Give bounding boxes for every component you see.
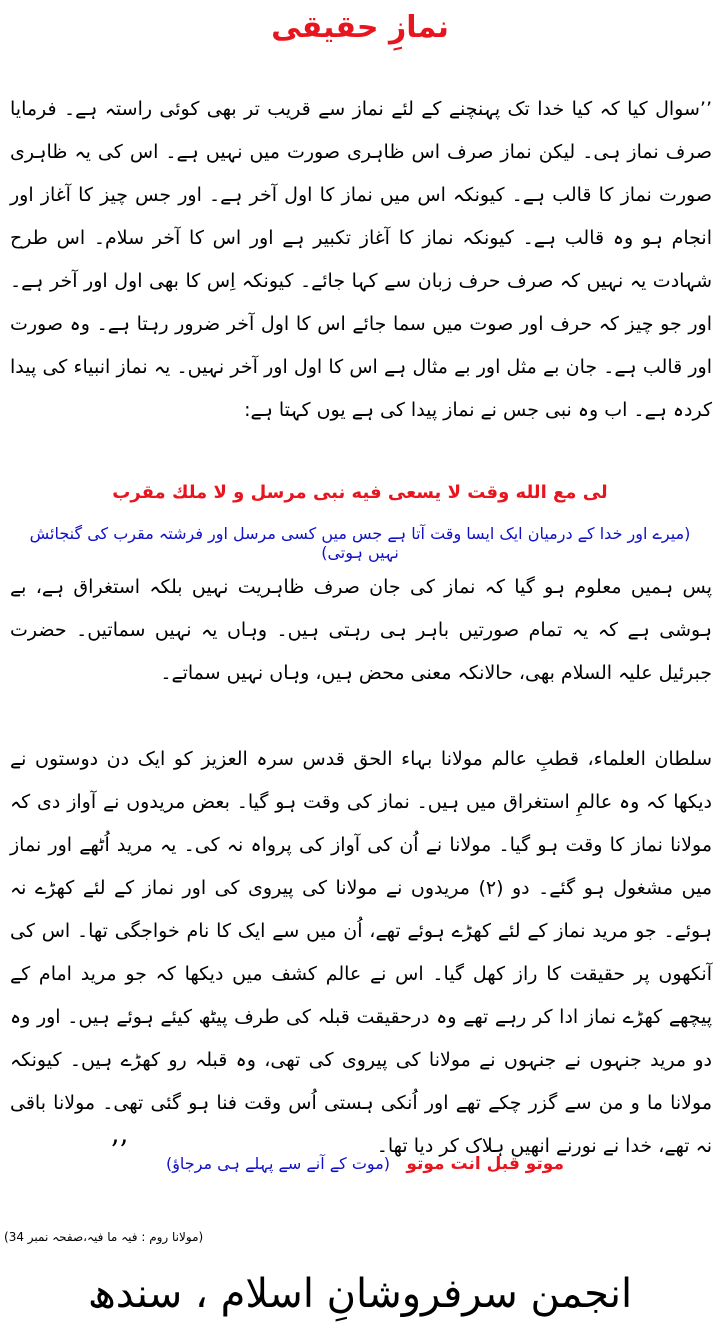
intro-paragraph xyxy=(10,88,712,432)
source-citation: (مولانا روم : فیہ ما فیہ،صفحہ نمبر 34) xyxy=(4,1230,204,1244)
page-title: نمازِ حقیقی xyxy=(271,10,449,45)
arabic-hadith-quote: لی مع الله وقت لا یسعی فیه نبی مرسل و لا ملك مقرب xyxy=(112,482,608,503)
closing-quote xyxy=(60,1134,660,1188)
closing-arabic: موتو قبل انت موتو xyxy=(406,1154,564,1174)
paragraph-2: پس ہمیں معلوم ہو گیا کہ نماز کی جان صرف ظاہریت نہیں بلکہ استغراق ہے، بے ہوشی ہے کہ یہ تمام صورتیں باہر ہی رہتی ہیں۔ وہاں یہ نہیں سماتیں۔ حضرت جبرئیل علیہ السلام بھی، حالانکہ معنی محض ہیں، وہاں نہیں سماتے۔ xyxy=(10,576,712,684)
organization-footer: انجمن سرفروشانِ اسلام ، سندھ xyxy=(87,1271,633,1317)
closing-quotation-mark: ’’ xyxy=(110,1134,128,1167)
quote-translation: (میرے اور خدا کے درمیان ایک ایسا وقت آتا ہے جس میں کسی مرسل اور فرشتہ مقرب کی گنجائش نہیں ہوتی) xyxy=(29,524,691,562)
paragraph-3: سلطان العلماء، قطبِ عالم مولانا بہاء الحق قدس سرہ العزیز کو ایک دن دوستوں نے دیکھا کہ وہ عالمِ استغراق میں ہیں۔ نماز کی وقت ہو گیا۔ بعض مریدوں نے آواز دی کہ مولانا نماز کا وقت ہو گیا۔ مولانا نے اُن کی آواز کی پرواہ نہ کی۔ یہ مرید اُٹھے اور نماز میں مشغول ہو گئے۔ دو (۲) مریدوں نے مولانا کی پیروی کی اور نماز کے لئے کھڑے نہ ہوئے۔ جو مرید نماز کے لئے کھڑے ہوئے تھے، اُن میں سے ایک کا نام خواجگی تھا۔ اس کی آنکھوں پر حقیقت کا راز کھل گیا۔ اس نے عالم کشف میں دیکھا کہ جو مرید امام کے پیچھے کھڑے نماز ادا کر رہے تھے وہ درحقیقت قبلہ کی طرف پیٹھ کیئے ہوئے ہیں۔ اور وہ دو مرید جنہوں نے جنہوں نے مولانا کی پیروی کی تھی، وہ قبلہ رو کھڑے ہیں۔ کیونکہ مولانا ما و من سے گزر چکے تھے اور اُنکی ہستی اُس وقت فنا ہو گئی تھی۔ مولانا باقی نہ تھے، خدا نے نورنے انھیں ہلاک کر دیا تھا۔ xyxy=(10,748,712,1157)
closing-urdu-translation: (موت کے آنے سے پہلے ہی مرجاؤ) xyxy=(165,1154,390,1173)
paragraph-1: ’’سوال کیا کہ کیا خدا تک پہنچنے کے لئے نماز سے قریب تر بھی کوئی راستہ ہے۔ فرمایا صرف نماز ہی۔ لیکن نماز صرف اس ظاہری صورت میں نہیں ہے۔ اس کی یہ ظاہری صورت نماز کا قالب ہے۔ کیونکہ اس میں نماز کا اول آخر ہے۔ اور جس چیز کا آغاز اور انجام ہو وہ قالب ہے۔ کیونکہ نماز کا آغاز تکبیر ہے اور اس کا آخر سلام۔ اس طرح شہادت یہ نہیں کہ صرف حرف زبان سے کہا جائے۔ کیونکہ اِس کا بھی اول اور آخر ہے۔ اور جو چیز کہ حرف اور صوت میں سما جائے اس کا اول آخر ضرور رہتا ہے۔ وہ صورت اور قالب ہے۔ جان بے مثل اور بے مثال ہے اس کا اول اور آخر نہیں۔ یہ نماز انبیاء کی پیدا کردہ ہے۔ اب وہ نبی جس نے نماز پیدا کی ہے یوں کہتا ہے: xyxy=(10,98,712,421)
